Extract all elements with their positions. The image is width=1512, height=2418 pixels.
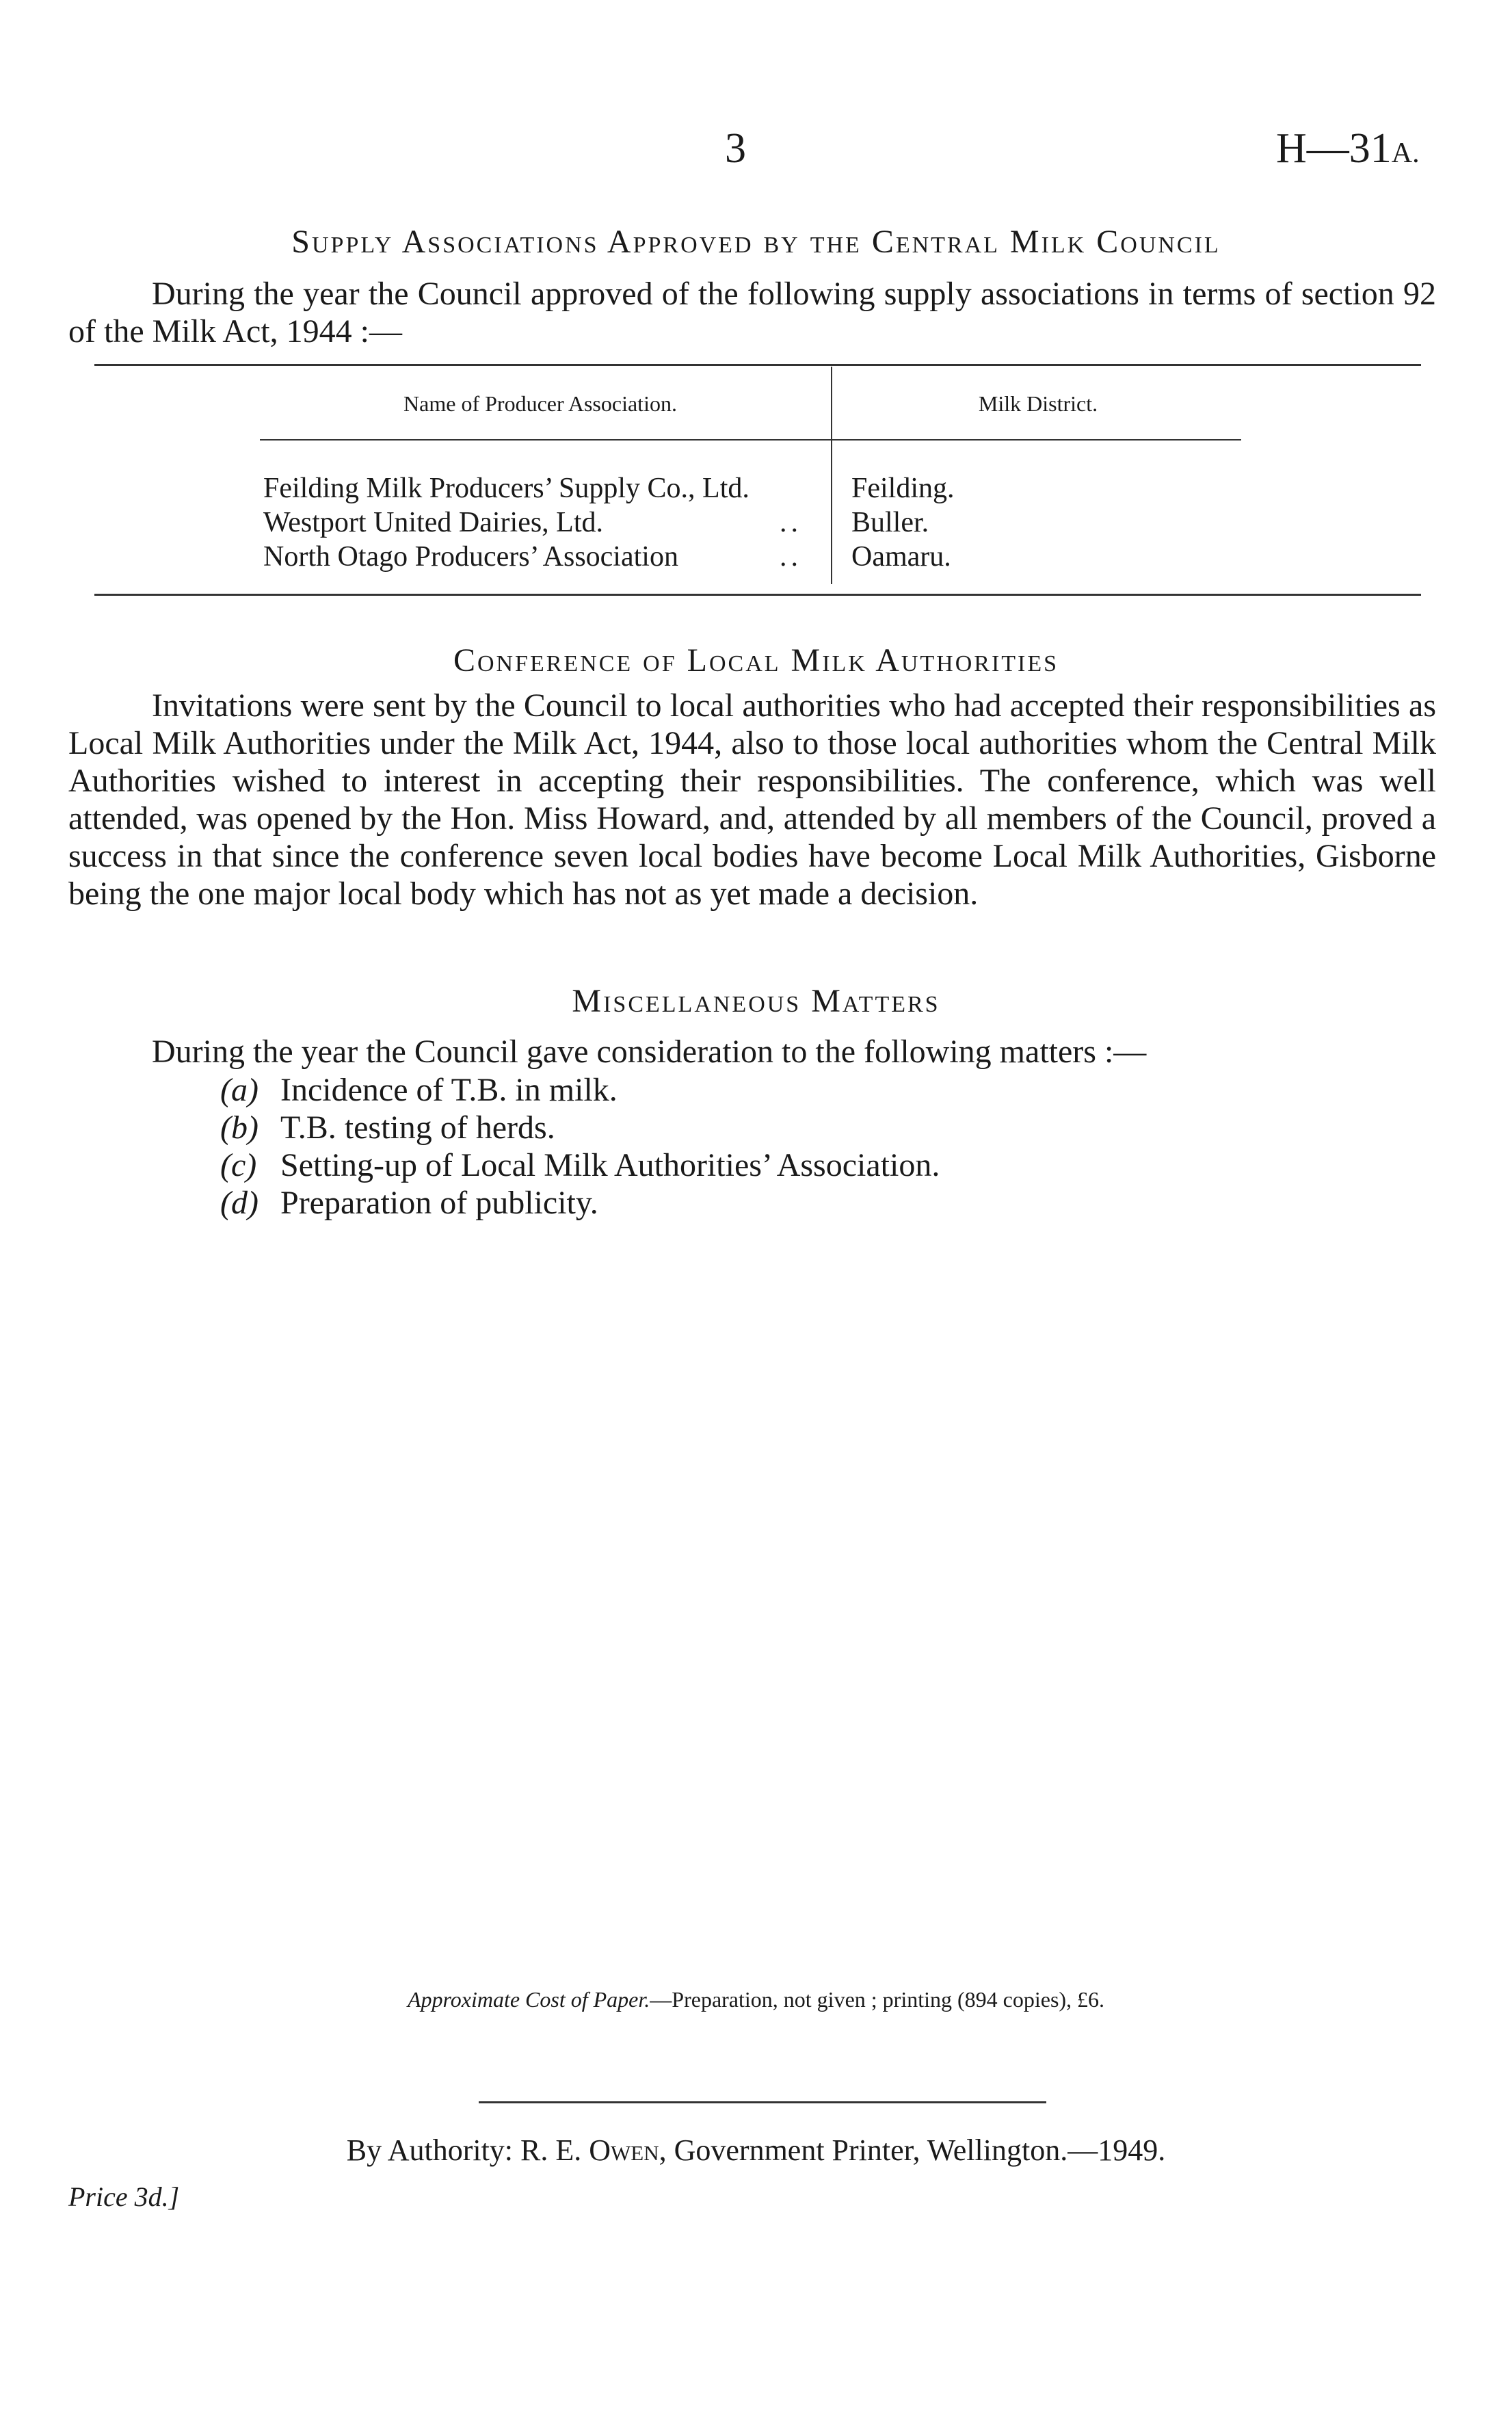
footer-rule (479, 2101, 1046, 2103)
table-row (0, 540, 1512, 575)
association-name-text: North Otago Producers’ Association (263, 541, 678, 573)
cost-text: —Preparation, not given ; printing (894 copies), £6. (650, 1987, 1105, 2012)
milk-district: Feilding. (851, 473, 955, 504)
document-code-suffix: A. (1391, 137, 1420, 169)
list-item-text: Setting-up of Local Milk Authorities’ Association. (280, 1147, 940, 1183)
list-item-label: (d) (220, 1185, 258, 1221)
supply-associations-intro: During the year the Council approved of the following supply associations in terms of section 92 of the Milk Act, 1944 :— (68, 276, 1436, 350)
dot-leader: .. (780, 541, 802, 573)
printer-authority-line (0, 2133, 1512, 2168)
price-note: Price 3d.] (68, 2181, 180, 2212)
section-heading-supply-associations: Supply Associations Approved by the Central Milk Council (291, 224, 1221, 260)
list-item-label: (c) (220, 1147, 257, 1183)
printer-name: Owen (589, 2133, 659, 2167)
association-name-text: Feilding Milk Producers’ Supply Co., Ltd. (263, 473, 750, 504)
milk-district: Oamaru. (851, 541, 951, 573)
cost-label: Approximate Cost of Paper. (407, 1987, 650, 2012)
dot-leader: .. (780, 507, 802, 538)
list-item-text: T.B. testing of herds. (280, 1109, 555, 1146)
column-header-milk-district: Milk District. (978, 391, 1098, 416)
table-header-rule (260, 439, 1241, 441)
producer-association-name (263, 506, 817, 539)
document-code (1276, 127, 1420, 174)
list-item-text: Incidence of T.B. in milk. (280, 1072, 618, 1108)
table-top-rule (94, 364, 1421, 366)
column-header-producer-association: Name of Producer Association. (403, 391, 677, 416)
section-heading-conference: Conference of Local Milk Authorities (453, 642, 1059, 679)
table-row (0, 506, 1512, 540)
list-item (220, 1146, 1383, 1184)
table-row (0, 472, 1512, 506)
list-item-text: Preparation of publicity. (280, 1185, 598, 1221)
list-item (220, 1184, 1383, 1222)
milk-district: Buller. (851, 507, 929, 538)
matters-list (220, 1071, 1383, 1222)
document-code-main: H—31 (1276, 125, 1392, 172)
section-heading-miscellaneous: Miscellaneous Matters (572, 983, 940, 1019)
table-bottom-rule (94, 594, 1421, 596)
producer-association-name (263, 472, 817, 505)
conference-paragraph: Invitations were sent by the Council to local authorities who had accepted their responsibilities as Local Milk Authorities under the Milk Act, 1944, also to those local authorities whom the Central Milk Authorities wished to interest in accepting their responsibilities. The conference, which was well attended, was opened by the Hon. Miss Howard, and, attended by all members of the Council, proved a success in that since the conference seven local bodies have become Local Milk Authorities, Gisborne being the one major local body which has not as yet made a decision. (68, 687, 1436, 912)
authority-suffix: , Government Printer, Wellington.—1949. (659, 2133, 1166, 2167)
producer-association-name (263, 540, 817, 573)
list-item-label: (a) (220, 1072, 258, 1108)
authority-prefix: By Authority: R. E. (346, 2133, 582, 2167)
list-item (220, 1109, 1383, 1146)
list-item (220, 1071, 1383, 1109)
page-number: 3 (725, 125, 746, 172)
miscellaneous-intro: During the year the Council gave consideration to the following matters :— (152, 1034, 1147, 1070)
list-item-label: (b) (220, 1109, 258, 1146)
association-name-text: Westport United Dairies, Ltd. (263, 507, 604, 538)
cost-of-paper-note (0, 1987, 1512, 2012)
